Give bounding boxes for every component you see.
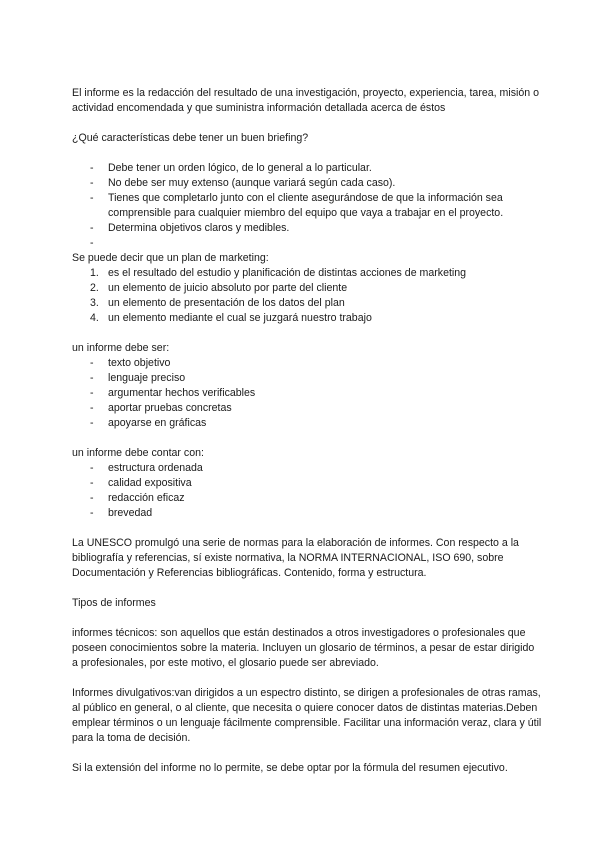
- tecnicos-paragraph: informes técnicos: son aquellos que están destinados a otros investigadores o profesionales que poseen conocimientos sobre la materia. Incluyen un glosario de términos, a pesar de estar dirigido a profesionales, por este motivo, el glosario puede ser abreviado.: [72, 627, 535, 669]
- debe-ser-heading: un informe debe ser:: [72, 342, 170, 354]
- list-number: 4.: [90, 312, 99, 324]
- list-item: - Tienes que completarlo junto con el cliente asegurándose de que la información sea comprensible para cualquier miembro del equipo que vaya a trabajar en el proyecto.: [72, 191, 542, 221]
- list-item: - lenguaje preciso: [72, 371, 542, 386]
- list-item: - calidad expositiva: [72, 476, 542, 491]
- list-text: un elemento mediante el cual se juzgará nuestro trabajo: [108, 312, 372, 324]
- marketing-heading: Se puede decir que un plan de marketing:: [72, 252, 269, 264]
- list-item: - estructura ordenada: [72, 461, 542, 476]
- debe-contar-list: [72, 461, 542, 521]
- debe-ser-list: [72, 356, 542, 431]
- list-item: - brevedad: [72, 506, 542, 521]
- unesco-paragraph: La UNESCO promulgó una serie de normas para la elaboración de informes. Con respecto a la bibliografía y referencias, sí existe normativa, la NORMA INTERNACIONAL, ISO 690, sobre Documentación y Referencias bibliográficas. Contenido, forma y estructura.: [72, 537, 519, 579]
- document-body: [72, 86, 542, 776]
- list-item: [72, 311, 542, 326]
- briefing-list: [72, 161, 542, 251]
- list-number: 1.: [90, 267, 99, 279]
- list-item: [72, 281, 542, 296]
- intro-paragraph: El informe es la redacción del resultado de una investigación, proyecto, experiencia, tarea, misión o actividad encomendada y que suministra información detallada acerca de éstos: [72, 87, 539, 114]
- list-number: 2.: [90, 282, 99, 294]
- list-item: - Determina objetivos claros y medibles.: [72, 221, 542, 236]
- marketing-list: [72, 266, 542, 326]
- list-item-empty: [72, 236, 542, 251]
- list-item: - redacción eficaz: [72, 491, 542, 506]
- list-text: es el resultado del estudio y planificación de distintas acciones de marketing: [108, 267, 467, 279]
- list-number: 3.: [90, 297, 99, 309]
- briefing-question: ¿Qué características debe tener un buen briefing?: [72, 132, 309, 144]
- list-item: - apoyarse en gráficas: [72, 416, 542, 431]
- tipos-heading: Tipos de informes: [72, 597, 156, 609]
- divulgativos-paragraph: Informes divulgativos:van dirigidos a un espectro distinto, se dirigen a profesionales de otras ramas, al público en general, o al cliente, que necesita o quiere conocer datos de distintas materias.Deben emplear términos o un lenguaje fácilmente comprensible. Facilitar una información veraz, clara y útil para la toma de decisión.: [72, 687, 542, 744]
- list-item: - texto objetivo: [72, 356, 542, 371]
- list-text: un elemento de juicio absoluto por parte del cliente: [108, 282, 348, 294]
- list-item: [72, 266, 542, 281]
- list-text: un elemento de presentación de los datos del plan: [108, 297, 345, 309]
- list-item: [72, 296, 542, 311]
- debe-contar-heading: un informe debe contar con:: [72, 447, 204, 459]
- list-item: - argumentar hechos verificables: [72, 386, 542, 401]
- resumen-paragraph: Si la extensión del informe no lo permite, se debe optar por la fórmula del resumen ejecutivo.: [72, 762, 508, 774]
- list-item: - aportar pruebas concretas: [72, 401, 542, 416]
- list-item: - Debe tener un orden lógico, de lo general a lo particular.: [72, 161, 542, 176]
- list-item: - No debe ser muy extenso (aunque variará según cada caso).: [72, 176, 542, 191]
